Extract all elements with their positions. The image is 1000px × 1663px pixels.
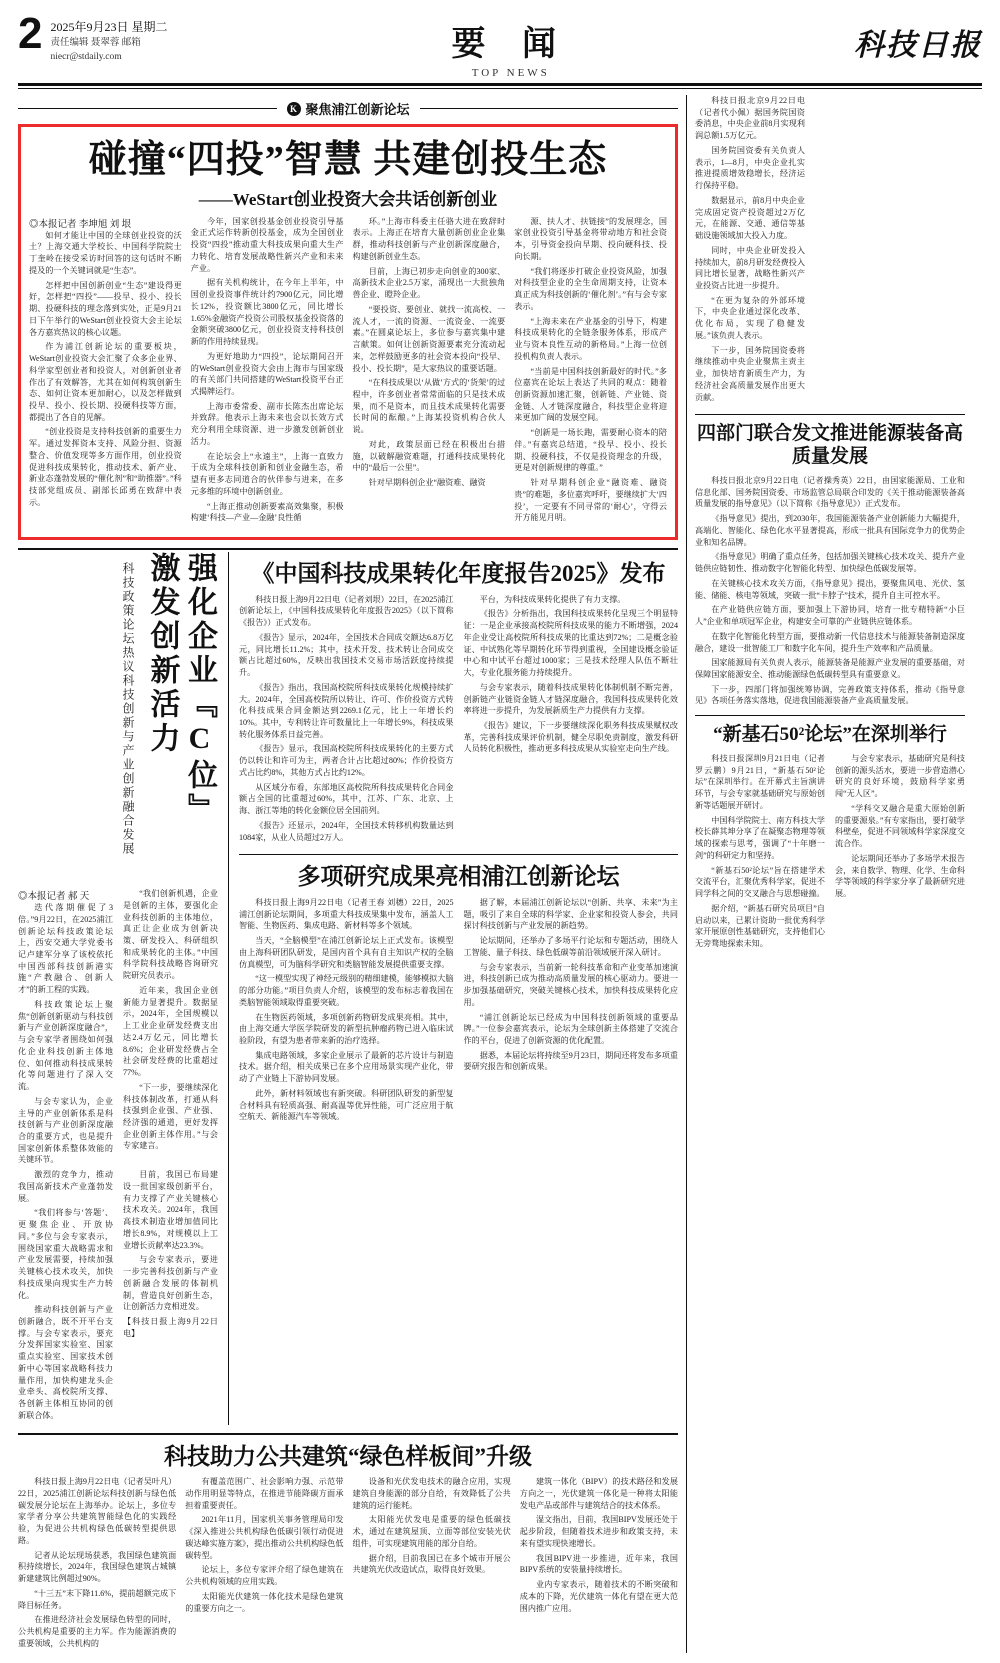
vertical-article-col-1 [18,888,113,1169]
forum50-columns [695,753,965,953]
article-paragraph: 在推进经济社会发展绿色转型的同时，公共机构是重要的主力军。作为能源消费的重要领域，公共机构的 [18,1615,177,1648]
lead-paragraph: 源、扶人才、扶链接”的发展理念，国家创业投资引导基金将带动地方和社会资本，引导资金投向早期、投向硬科技、投向长期。 [514,216,667,261]
article-divider [239,854,678,855]
section-title-en: TOP NEWS [471,67,550,79]
article-paragraph: 下一步，四部门将加强统筹协调，完善政策支持体系，推动《指导意见》各项任务落实落地，促进我国能源装备产业高质量发展。 [695,684,965,706]
publish-date: 2025年9月23日 星期二 [50,20,168,34]
lead-paragraph: 为更好地助力“四投”，论坛期间召开的WeStart创业投资大会由上海市与国家级的有关部门共同搭建的WeStart投资平台正式揭牌运行。 [190,351,344,396]
article-paragraph: 在产业链供应链方面，要加强上下游协同，培育一批专精特新“小巨人”企业和单项冠军企业，构建安全可靠的产业链供应链体系。 [695,605,965,627]
lead-paragraph: 对此，政策层面已经在积极出台措施，以破解融资难题，打通科技成果转化中的“最后一公里”。 [352,439,506,473]
rail-divider-1 [695,414,965,415]
lead-paragraph: 如何才能让中国的全球创业投资的沃土？上海交通大学校长、中国科学院院士丁奎岭在接受采访时回答的这句话时不断提及的一个关键词就是“生态”。 [29,230,182,275]
lead-column-3 [353,216,506,527]
lead-paragraph: 上海市委常委、副市长陈杰出席论坛并致辞。他表示上海未来也会以长效方式充分利用全球资源、进一步激发创新创业活力。 [190,401,344,446]
article-paragraph: 《报告》显示，我国高校院所科技成果转化的主要方式仍以转让和许可为主，两者合计占比超过80%；作价投资方式占比约8%，其他方式占比约12%。 [239,744,454,777]
article-paragraph: 迭代落期催促了3倍。”9月22日，在2025浦江创新论坛科技政策论坛上，西安交通大学党委书记卢建军分享了该校依托中国西部科技创新港实施“产教融合、创新人才”的新工程的实践。 [18,903,113,995]
article-paragraph: “新基石50²论坛”旨在搭建学术交流平台，汇聚优秀科学家，促进不同学科之间的交叉融合与思想碰撞。 [695,865,825,899]
article-paragraph: 《报告》建议，下一步要继续深化职务科技成果赋权改革，完善科技成果评价机制，健全尽职免责制度，激发科研人员转化积极性，推动更多科技成果从实验室走向生产线。 [463,720,678,754]
article-paragraph: 在数字化智能化转型方面，要推动新一代信息技术与能源装备制造深度融合，建设一批智能工厂和数字化车间，提升生产效率和产品质量。 [695,631,965,653]
article-paragraph: 《报告》显示，2024年，全国技术合同成交额达6.8万亿元，同比增长11.2%；其中，技术开发、技术转让合同成交额占比超过60%，反映出我国技术交易市场活跃度持续提升。 [239,632,454,678]
article-paragraph: 据介绍，“新基石研究员项目”自启动以来，已累计资助一批优秀科学家开展原创性基础研究，支持他们心无旁骛地探索未知。 [695,903,825,948]
article-paragraph: 下一步，国务院国资委将继续推动中央企业聚焦主责主业，加快培育新质生产力，为经济社会高质量发展作出更大贡献。 [695,345,805,402]
page-body [0,89,1000,1663]
section-divider [18,548,678,550]
article-paragraph: 2021年11月，国家机关事务管理局印发《深入推进公共机构绿色低碳引领行动促进碳达峰实施方案》，提出推动公共机构绿色低碳转型。 [185,1515,344,1560]
article-paragraph: 论坛期间，还举办了多场平行论坛和专题活动，围绕人工智能、量子科技、绿色低碳等前沿领域展开深入研讨。 [463,936,678,957]
lead-paragraph: 作为浦江创新论坛的重要板块，WeStart创业投资大会汇聚了众多企业界、科学家型创业者和投资人，对创新创业者作出了有效解答，尤其在如何构筑创新生态、如何让资本更加耐心，以及怎样做到投早、投小、投长期、投硬科技等方面，都提出了各自的见解。 [29,342,182,422]
section-title [168,14,855,79]
achievements-headline: 多项研究成果亮相浦江创新论坛 [297,864,620,890]
report2025-columns [239,594,678,847]
editor-email: niecr@stdaily.com [50,52,122,63]
article-paragraph: 从区域分布看，东部地区高校院所科技成果转化合同金额占全国的比重超过60%，其中，江苏、广东、北京、上海、浙江等地的转化金额位居全国前列。 [239,782,454,816]
article-paragraph: 论坛期间还举办了多场学术报告会，来自数学、物理、化学、生命科学等领域的科学家分享了最新研究进展。 [835,853,965,899]
vertical-headline-block [18,552,218,882]
vertical-article [18,552,218,1425]
article-paragraph: 《报告》还显示，2024年，全国技术转移机构数量达到1084家，从业人员超过2万人。 [239,820,454,842]
paper-nameplate: 科技日报 [854,29,982,62]
lead-paragraph: “上海正推动创新要素高效集聚，积极构建‘科技—产业—金融’良性循 [190,501,344,523]
report2025-headline: 《中国科技成果转化年度报告2025》发布 [251,561,666,587]
center-zone [239,552,678,1425]
article-paragraph: 据介绍，目前我国已在多个城市开展公共建筑光伏改造试点，取得良好效果。 [352,1553,511,1575]
forum50-headline: “新基石50²论坛”在深圳举行 [713,724,947,746]
article-paragraph: 与会专家表示，要进一步完善科技创新与产业创新融合发展的体制机制，营造良好创新生态，让创新活力竞相迸发。 [123,1255,218,1312]
article-paragraph: 中国科学院院士、南方科技大学校长薛其坤分享了在凝聚态物理等领域的探索与思考，强调了“十年磨一剑”的科研定力和坚持。 [695,815,825,860]
vertical-article-col-2 [123,888,218,1169]
section-title-cn: 要 闻 [451,26,570,63]
article-paragraph: “这一模型实现了神经元级别的精细建模，能够模拟大脑的部分功能。”项目负责人介绍，该模型的发布标志着我国在类脑智能领域取得重要突破。 [239,974,454,1007]
article-paragraph: 与会专家认为，企业主导的产业创新体系是科技创新与产业创新深度融合的重要方式，也是提升国家创新体系整体效能的关键环节。 [18,1096,113,1165]
article-paragraph: “学科交叉融合是重大原始创新的重要源泉。”有专家指出，要打破学科壁垒，促进不同领域科学家深度交流合作。 [835,803,965,849]
article-paragraph: 与会专家表示，随着科技成果转化体制机制不断完善，创新链产业链资金链人才链深度融合，我国科技成果转化效率将进一步提升，为发展新质生产力提供有力支撑。 [463,682,678,716]
article-paragraph: “我们将参与‘答题’、更聚焦企业、开放协同。”多位与会专家表示，围绕国家重大战略需求和产业发展需要，持续加强关键核心技术攻关，加快科技成果向现实生产力转化。 [18,1208,113,1300]
achievements-col-1 [239,897,454,1126]
right-rail [695,95,965,1653]
banner-rule-right [420,108,679,109]
lead-paragraph: “当前是中国科技创新最好的时代。”多位嘉宾在论坛上表达了共同的观点：随着创新资源加速汇聚，创新链、产业链、资金链、人才链深度融合，科技型企业将迎来更加广阔的发展空间。 [514,366,667,423]
lead-paragraph: 针对早期科创企业“融资难、融资 [368,478,486,488]
lead-article-highlight [18,124,678,540]
article-paragraph: “在更为复杂的外部环境下，中央企业通过深化改革、优化布局，实现了稳健发展。”该负责人表示。 [695,295,805,340]
green-building-headline: 科技助力公共建筑“绿色样板间”升级 [164,1443,532,1469]
article-paragraph: 太阳能光伏发电是重要的绿色低碳技术，通过在建筑屋顶、立面等部位安装光伏组件，可实现建筑用能的部分自给。 [352,1515,511,1548]
lead-headline: 碰撞“四投”智慧 共建创投生态 [88,139,608,181]
energy-body [695,475,965,707]
vertical-article-tail [18,1169,218,1424]
article-paragraph: 数据显示，前8月中央企业完成固定资产投资超过2万亿元，在能源、交通、通信等基础设施领域加大投入力度。 [695,195,805,241]
date-block [50,14,167,65]
editor-line: 责任编辑 聂翠蓉 邮箱 [50,38,141,48]
article-paragraph: 科技政策论坛上聚焦“创新创新驱动与科技创新与产业创新深度融合”，与会专家学者围绕如何强化企业科技创新主体地位、如何推动科技成果转化等问题进行了深入交流。 [18,999,113,1092]
rule-thick [18,83,982,86]
focus-banner [18,99,678,118]
green-building-dateline: 科技日报上海9月22日电（记者吴叶凡）22日，2025浦江创新论坛科技创新与绿色低碳发展分论坛在上海举办。论坛上，多位专家学者分享公共建筑智能绿色化的实践经验，为促进公共机构绿色低碳转型提供思路。 [18,1477,177,1545]
lead-paragraph: 针对早期科创企业“融资难、融资贵”的难题，多位嘉宾呼吁，要继续扩大‘四投’，一定要有不同寻常的‘耐心’，守得云开方能见月明。 [514,478,667,523]
lead-column-2 [191,216,344,527]
lead-paragraph: “创新是一场长跑，需要耐心资本的陪伴。”有嘉宾总结道，“投早、投小、投长期、投硬科技，不仅是投资理念的升级，更是对创新规律的尊重。” [514,428,667,473]
report2025-col-1 [239,594,454,847]
article-paragraph: 平台，为科技成果转化提供了有力支撑。 [479,594,626,604]
rail-top-dateline: 科技日报北京9月22日电（记者代小佩）据国务院国资委消息，中央企业前8月实现利润总额1.5万亿元。 [695,96,805,141]
green-building-col-3 [353,1476,511,1652]
article-paragraph: 《报告》指出，我国高校院所科技成果转化规模持续扩大。2024年，全国高校院所以转让、许可、作价投资方式转化科技成果合同金额达到2269.1亿元，比上一年增长约10%。其中，专利转让许可数量比上一年增长9%，科技成果转化服务体系日益完善。 [239,682,454,739]
vertical-subheadline: 科技政策论坛热议科技创新与产业创新融合发展 [121,562,135,857]
green-building-columns [18,1476,678,1652]
lead-paragraph: “要投资、要创业、就找一流高校、一流人才，一流的资源、一流资金、一流要素。”在圆桌论坛上，多位参与嘉宾集中建言献策。如何让创新资源要素充分流动起来，怎样鼓励更多的社会资本投向“投早、投小、投长期”，是大家热议的重要话题。 [352,304,506,373]
energy-dateline: 科技日报北京9月22日电（记者操秀英）22日，由国家能源局、工业和信息化部、国务院国资委、市场监管总局联合印发的《关于推动能源装备高质量发展的指导意见》（以下简称《指导意见》）正式发布。 [695,475,965,509]
rail-top-block [695,95,965,406]
article-paragraph: 业内专家表示，随着技术的不断突破和成本的下降，光伏建筑一体化有望在更大范围内推广应用。 [519,1580,678,1613]
left-zone [18,95,678,1653]
forum50-col-2 [835,753,965,953]
page-number: 2 [18,9,43,58]
lead-paragraph: 今年，国家创投基金创业投资引导基金正式运作转新创投基金，成为全国创业投资“四投”推动重大科技成果向重大生产力转化、培育发展战略性新兴产业和未来产业。 [190,216,344,273]
lead-paragraph: 据有关机构统计，在今年上半年，中国创业投资事件统计约7900亿元，同比增长12%，投资额比3800亿元，同比增长1.65%金融资产投资公司股权基金投资落的金额突破3800亿元，创业投资支持科技创新的作用持续显现。 [190,278,344,347]
article-paragraph: 与会专家表示，当前新一轮科技革命和产业变革加速演进，科技创新已成为推动高质量发展的核心驱动力。要进一步加强基础研究，突破关键核心技术，加快科技成果转化应用。 [463,962,678,1007]
article-paragraph: “浦江创新论坛已经成为中国科技创新领域的重要品牌。”一位参会嘉宾表示，论坛为全球创新主体搭建了交流合作的平台，促进了创新资源的优化配置。 [463,1012,678,1045]
article-paragraph: 同时，中央企业研发投入持续加大，前8月研发经费投入同比增长显著，战略性新兴产业投资占比进一步提升。 [695,245,805,291]
article-paragraph: 推动科技创新与产业创新融合，既不开平台支撑。与会专家表示，要充分发挥国家实验室、国家重点实验室、国家技术创新中心等国家战略科技力量作用，加快构建龙头企业牵头、高校院所支撑、各创新主体相互协同的创新联合体。 [18,1305,113,1420]
article-paragraph: 论坛上，多位专家评介绍了绿色建筑在公共机构领域的应用实践。 [185,1565,344,1587]
article-paragraph: 《指导意见》提出，到2030年，我国能源装备产业创新能力大幅提升，高端化、智能化、绿色化水平显著提高，形成一批具有国际竞争力的优势企业和知名品牌。 [695,514,965,547]
lead-paragraph: “在科技成果以‘从做’方式的‘货架’的过程中，许多创业者常常面临的只是技术成果，而不是资本，而且技术成果转化需要长时间的酝酿。”上海某投资机构合伙人说。 [352,378,506,435]
article-paragraph: 激烈的竞争力，推动我国高新技术产业蓬勃发展。 [18,1170,113,1203]
lead-paragraph: “我们将逐步打破企业投资风险，加强对科技型企业的全生命周期支持，让资本真正成为科技创新的‘催化剂’。”有与会专家表示。 [514,266,667,311]
article-paragraph: 近年来，我国企业创新能力显著提升。数据显示，2024年，全国规模以上工业企业研发经费支出达2.4万亿元，同比增长8.6%；企业研发经费占全社会研发经费的比重超过77%。 [123,985,218,1078]
lead-paragraph: “创业投资是支持科技创新的重要生力军。通过发挥资本支持、风险分担、资源整合、价值发现等多方面作用，创业投资促进科技成果转化，推动技术、新产业、新业态蓬勃发展的“催化剂”和“助推器”。”科技部党组成员、副部长邱勇在致辞中表示。 [29,427,182,507]
lead-column-1 [29,216,182,527]
green-building-col-1 [18,1476,176,1652]
article-paragraph: 《指导意见》明确了重点任务，包括加强关键核心技术攻关、提升产业链供应链韧性、推动数字化智能化转型、加快绿色低碳发展等。 [695,552,965,574]
vertical-tail-col-1 [18,1169,113,1424]
vertical-byline: ◎本报记者 郝 天 [18,892,90,903]
main-column-divider [686,95,687,1653]
column-divider [228,552,229,1425]
forum50-col-1 [695,753,825,953]
banner-rule-left [18,108,277,109]
forum50-dateline: 科技日报深圳9月21日电（记者罗云鹏）9月21日，“新基石50²论坛”在深圳举行。在开幕式主旨演讲环节，与会专家就基础研究与原始创新等话题展开研讨。 [695,753,825,810]
article-paragraph: 国家能源局有关负责人表示，能源装备是能源产业发展的重要基础，对保障国家能源安全、推动能源绿色低碳转型具有重要意义。 [695,658,965,679]
article-paragraph: 此外，新材料领域也有新突破。科研团队研发的新型复合材料具有轻质高强、耐高温等优异性能，可广泛应用于航空航天、新能源汽车等领域。 [239,1088,454,1122]
article-paragraph: 据了解，本届浦江创新论坛以“创新、共享、未来”为主题，吸引了来自全球的科学家、企业家和投资人参会，共同探讨科技创新与产业发展的新趋势。 [463,897,678,931]
energy-headline: 四部门联合发文推进能源装备高质量发展 [696,423,963,468]
article-dateline-end: 【科技日报上海9月22日电】 [123,1317,218,1338]
article-paragraph: “十三五”末下降11.6%，提前超额完成下降目标任务。 [18,1588,177,1610]
lead-paragraph: 怎样把中国创新创业“生态”建设得更好，怎样把“四投”——投早、投小、投长期、投硬科技的理念落到实处，正是9月21日下午举行的WeStart创业投资大会主论坛各方嘉宾热议的核心议题。 [29,280,182,337]
lead-column-4 [514,216,667,527]
bottom-divider [18,1433,678,1435]
article-paragraph: “我们创新机遇，企业是创新的主体，要强化企业科技创新的主体地位，真正让企业成为创新决策、研发投入、科研组织和成果转化的主体。”中国科学院科技战略咨询研究院研究员表示。 [123,889,218,981]
lead-paragraph: 目前，上海已初步走向创业的300家、高新技术企业2.5万家，涌现出一大批独角兽企业、瞪羚企业。 [352,266,506,300]
kx-logo-icon: K [287,102,301,116]
vertical-tail-col-2 [123,1169,218,1424]
article-paragraph: 据悉，本届论坛将持续至9月23日，期间还将发布多项重要研究报告和创新成果。 [463,1050,678,1072]
achievements-columns [239,897,678,1126]
article-paragraph: 在关键核心技术攻关方面，《指导意见》提出，要聚焦风电、光伏、氢能、储能、核电等领域，突破一批“卡脖子”技术，提升自主可控水平。 [695,578,965,600]
article-paragraph: 记者从论坛现场获悉，我国绿色建筑面积持续增长，2024年，我国绿色建筑占城镇新建建筑比例超过90%。 [18,1550,177,1584]
lead-paragraph: 在论坛会上“永遠主”，上海一直致力于成为全球科技创新和创业金融生态，希望有更多志同道合的伙伴参与进来，在多元多维的环境中创新创业。 [190,451,344,496]
lead-paragraph: 环。”上海市科委主任骆大进在致辞时表示。上海正在培育大量创新创业企业集群，推动科技创新与产业创新深度融合，构建创新创业生态。 [352,216,506,261]
report2025-col-2 [464,594,679,847]
article-paragraph: 当天，“全脑模型”在浦江创新论坛上正式发布。该模型由上海科研团队研发，是国内首个具有自主知识产权的全脑仿真模型，可为脑科学研究和类脑智能发展提供重要支撑。 [239,936,454,969]
lead-byline: ◎本报记者 李坤旭 刘 垠 [29,219,132,230]
rail-vertical-headline-block [813,95,965,406]
lead-subheadline: ——WeStart创业投资大会共话创新创业 [198,189,498,209]
achievements-dateline: 科技日报上海9月22日电（记者王春 刘穗）22日，2025浦江创新论坛期间，多项重大科技成果集中发布，涵盖人工智能、生物医药、集成电路、新材料等多个领域。 [239,897,454,931]
middle-band [18,552,678,1425]
lead-paragraph: “上海未来在产业基金的引导下，构建科技成果转化的全链条服务体系，形成产业与资本良性互动的新格局。”上海一位创投机构负责人表示。 [514,316,667,361]
article-paragraph: 湿文指出，目前，我国BIPV发展还处于起步阶段，但随着技术进步和政策支持，未来有望实现快速增长。 [519,1515,678,1548]
vertical-article-columns [18,888,218,1169]
article-paragraph: “下一步，要继续深化科技体制改革，打通从科技强到企业强、产业强、经济强的通道，更好发挥企业创新主体作用。”与会专家建言。 [123,1082,218,1151]
vertical-headline: 强化企业『C位』 激发创新活力 [145,552,216,828]
article-paragraph: 目前，我国已布局建设一批国家级创新平台，有力支撑了产业关键核心技术攻关。2024年，我国高技术制造业增加值同比增长8.9%，对规模以上工业增长贡献率达23.3%。 [123,1170,218,1250]
article-paragraph: 我国BIPV进一步推进，近年来，我国BIPV系统的安装量持续增长。 [519,1553,678,1575]
lead-columns [29,216,667,527]
achievements-col-2 [464,897,679,1126]
article-paragraph: 与会专家表示，基础研究是科技创新的源头活水，要进一步营造潜心研究的良好环境，鼓励科学家勇闯“无人区”。 [835,753,965,799]
report2025-dateline: 科技日报上海9月22日电（记者刘垠）22日，在2025浦江创新论坛上，《中国科技成果转化年度报告2025》（以下简称《报告》）正式发布。 [239,594,454,628]
banner-label [277,99,420,118]
article-paragraph: 集成电路领域，多家企业展示了最新的芯片设计与制造技术。据介绍，相关成果已在多个应用场景实现产业化，带动了产业链上下游协同发展。 [239,1050,454,1084]
article-paragraph: 有覆盖范围广、社会影响力强、示范带动作用明显等特点，在推进节能降碳方面承担着重要责任。 [185,1477,344,1510]
rail-divider-2 [695,715,965,716]
article-paragraph: 在生物医药领域，多项创新药物研发成果亮相。其中，由上海交通大学医学院研发的新型抗肿瘤药物已进入临床试验阶段，有望为患者带来新的治疗选择。 [239,1012,454,1045]
article-paragraph: 设备和光伏发电技术的融合应用，实现建筑自身能源的部分自给，有效降低了公共建筑的运行能耗。 [352,1477,511,1510]
article-paragraph: 《报告》分析指出，我国科技成果转化呈现三个明显特征：一是企业承接高校院所科技成果的能力不断增强，2024年企业受让高校院所科技成果的比重达到72%；二是概念验证、中试熟化等早期转化环节得到重视，全国建设概念验证中心和中试平台超过1000家；三是技术经理人队伍不断壮大，专业化服务能力持续提升。 [463,609,678,678]
masthead [0,0,1000,83]
banner-text: 聚焦浦江创新论坛 [305,102,410,117]
article-paragraph: 国务院国资委有关负责人表示，1—8月，中央企业扎实推进提质增效稳增长，经济运行保持平稳。 [695,145,805,191]
green-building-col-4 [520,1476,678,1652]
article-paragraph: 太阳能光伏建筑一体化技术是绿色建筑的重要方向之一。 [185,1591,344,1613]
rail-top-text [695,95,805,406]
green-building-col-2 [185,1476,343,1652]
article-paragraph: 建筑一体化（BIPV）的技术路径和发展方向之一，光伏建筑一体化是一种将太阳能发电产品或部件与建筑结合的技术体系。 [519,1477,678,1510]
